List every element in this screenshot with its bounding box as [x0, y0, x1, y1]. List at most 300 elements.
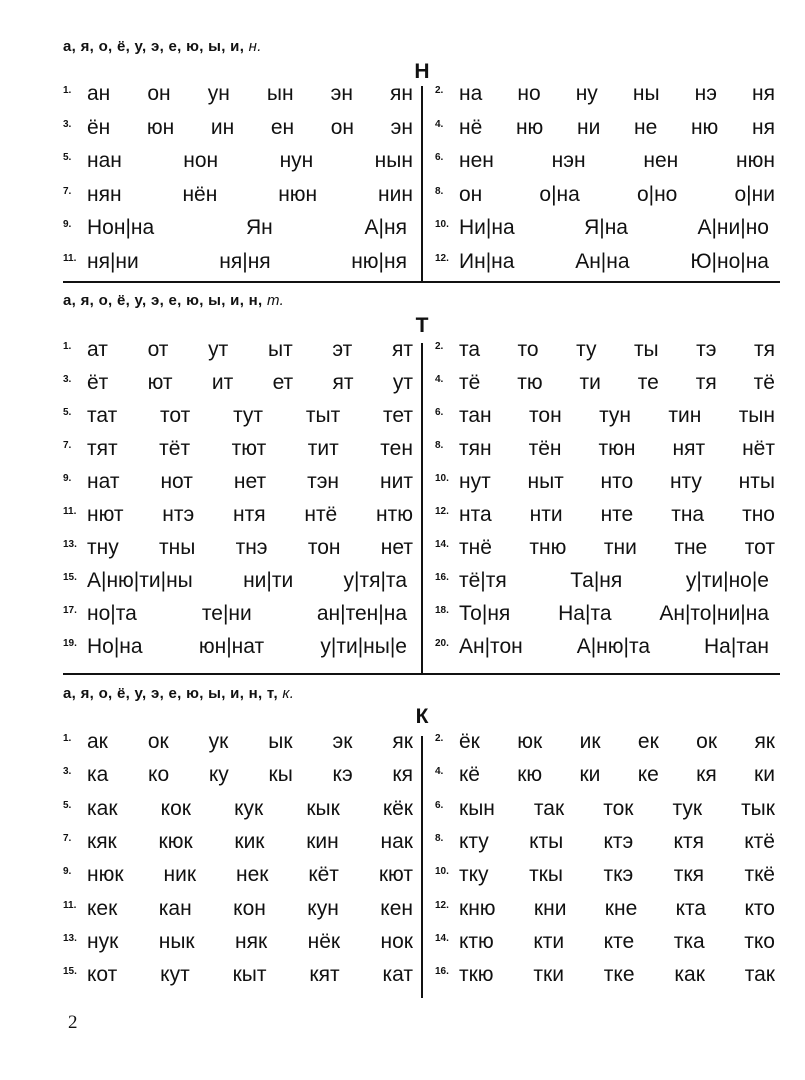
- exercise-number: 11.: [63, 899, 77, 911]
- syllable-group: [459, 149, 775, 173]
- exercise-row: [63, 470, 413, 500]
- syllable: ню: [515, 115, 544, 139]
- syllable: ок: [147, 730, 169, 753]
- syllable: Та|ня: [570, 569, 623, 592]
- syllable: ткя: [673, 863, 704, 887]
- syllable-group: [459, 830, 775, 854]
- syllable: ки: [754, 763, 775, 787]
- syllable-group: [87, 797, 413, 821]
- syllable-group: [459, 404, 775, 428]
- syllable: кен: [380, 896, 413, 920]
- syllable: та: [459, 338, 481, 361]
- syllable: тно: [742, 503, 775, 526]
- syllable-group: [459, 216, 775, 240]
- syllable: тё: [753, 371, 775, 394]
- syllable: он: [147, 82, 171, 105]
- syllable: кя: [696, 763, 717, 787]
- exercise-number: 2.: [435, 341, 444, 352]
- syllable-group: [87, 863, 413, 887]
- syllable: кон: [233, 896, 266, 920]
- syllable: тки: [533, 963, 564, 987]
- syllable: ка: [87, 763, 109, 787]
- exercise-number: 6.: [435, 407, 444, 418]
- syllable: кы: [268, 763, 293, 787]
- syllable: кут: [160, 963, 190, 987]
- syllable: кыт: [232, 963, 267, 987]
- exercise-number: 13.: [63, 932, 77, 944]
- exercise-row: [63, 437, 413, 467]
- syllable: кек: [87, 896, 118, 920]
- syllable-group: [459, 730, 775, 754]
- syllable-group: [87, 635, 413, 659]
- syllable: ут: [208, 338, 229, 361]
- syllable: кни: [533, 896, 567, 920]
- syllable-group: [87, 963, 413, 987]
- exercise-row: [63, 536, 413, 566]
- syllable-group: [87, 470, 413, 494]
- syllable: кяк: [87, 829, 117, 853]
- exercise-row: [63, 116, 413, 146]
- exercise-number: 13.: [63, 539, 77, 550]
- syllable: нэн: [551, 149, 586, 173]
- exercise-number: 14.: [435, 539, 449, 550]
- syllable: ян: [390, 82, 413, 105]
- syllable: не: [633, 115, 658, 139]
- syllable: кик: [234, 829, 265, 853]
- syllable: кюк: [158, 829, 193, 853]
- syllable: тит: [307, 437, 339, 460]
- syllable: ут: [392, 371, 413, 394]
- syllable-group: [87, 730, 413, 754]
- syllable: тон: [529, 404, 562, 427]
- syllable: ню|ня: [351, 250, 407, 273]
- syllable-group: [87, 116, 413, 140]
- syllable: тни: [603, 536, 637, 559]
- exercise-row: [435, 371, 775, 401]
- syllable: як: [392, 730, 413, 753]
- syllable: нют: [87, 503, 124, 526]
- syllable: нут: [459, 470, 491, 493]
- syllable: но: [517, 82, 541, 105]
- syllable: ня: [752, 82, 775, 105]
- syllable: ат: [87, 338, 108, 361]
- exercise-number: 7.: [63, 440, 72, 451]
- syllable: няк: [235, 929, 268, 953]
- syllable-group: [459, 250, 775, 274]
- syllable: нун: [279, 149, 314, 173]
- syllable: ук: [208, 730, 229, 753]
- syllable: тя: [753, 338, 775, 361]
- exercise-number: 16.: [435, 572, 449, 583]
- syllable: ктэ: [603, 829, 634, 853]
- exercise-row: [63, 569, 413, 599]
- exercise-row: [435, 730, 775, 760]
- syllable: о|но: [636, 182, 678, 206]
- syllable: Но|на: [87, 635, 143, 658]
- syllable: юн|нат: [198, 635, 265, 658]
- syllable: тё|тя: [459, 569, 507, 592]
- syllable: ткю: [459, 963, 494, 987]
- syllable: ёк: [459, 730, 480, 753]
- exercise-row: [63, 82, 413, 112]
- syllable: ят: [392, 338, 413, 361]
- syllable: На|тан: [704, 635, 769, 658]
- exercise-row: [435, 536, 775, 566]
- syllable: нта: [459, 503, 492, 526]
- syllable: То|ня: [459, 602, 511, 625]
- syllable: ют: [147, 371, 173, 394]
- syllable-group: [87, 437, 413, 461]
- column-divider: [421, 343, 423, 673]
- exercise-number: 14.: [435, 932, 449, 944]
- exercise-row: [63, 897, 413, 927]
- syllable: так: [533, 796, 565, 820]
- syllable: тёт: [159, 437, 191, 460]
- syllable-group: [459, 536, 775, 560]
- syllable: тот: [744, 536, 775, 559]
- syllable-group: [87, 371, 413, 395]
- syllable: кук: [234, 796, 264, 820]
- exercise-number: 9.: [63, 866, 72, 878]
- syllable: ку: [208, 763, 229, 787]
- exercise-number: 12.: [435, 506, 449, 517]
- exercise-number: 18.: [435, 605, 449, 616]
- syllable: нто: [600, 470, 634, 493]
- syllable: ню: [690, 115, 719, 139]
- syllable: те|ни: [201, 602, 252, 625]
- syllable: нет: [233, 470, 267, 493]
- syllable: нон: [183, 149, 219, 173]
- syllable: кты: [529, 829, 564, 853]
- syllable-group: [87, 536, 413, 560]
- exercise-row: [435, 338, 775, 368]
- syllable: нот: [160, 470, 193, 493]
- exercise-row: [435, 116, 775, 146]
- syllable: эк: [332, 730, 353, 753]
- syllable: нан: [87, 149, 122, 173]
- syllable: кю: [517, 763, 543, 787]
- exercise-row: [435, 763, 775, 793]
- exercise-row: [435, 797, 775, 827]
- syllable: тин: [668, 404, 702, 427]
- syllable: ни: [576, 115, 601, 139]
- syllable: как: [674, 963, 705, 987]
- page-number: 2: [68, 1012, 78, 1033]
- syllable: так: [744, 963, 775, 987]
- syllable: А|ня: [364, 216, 407, 240]
- syllable: А|ню|та: [576, 635, 651, 658]
- exercise-row: [63, 183, 413, 213]
- syllable: тке: [603, 963, 635, 987]
- syllable: ни|ти: [243, 569, 294, 592]
- exercise-row: [435, 149, 775, 179]
- syllable: нек: [235, 863, 269, 887]
- exercise-row: [435, 930, 775, 960]
- syllable: нтю: [376, 503, 413, 526]
- syllable: ктя: [673, 829, 704, 853]
- syllable: ки: [579, 763, 601, 787]
- syllable-group: [459, 930, 775, 954]
- exercise-number: 3.: [63, 766, 72, 778]
- syllable: тын: [738, 404, 775, 427]
- syllable: эт: [332, 338, 353, 361]
- syllable: кын: [459, 796, 495, 820]
- syllable: он: [459, 182, 483, 206]
- syllable: нты: [738, 470, 775, 493]
- exercise-row: [435, 183, 775, 213]
- syllable: кти: [533, 929, 565, 953]
- syllable: тку: [459, 863, 489, 887]
- syllable-group: [459, 116, 775, 140]
- exercise-number: 1.: [63, 341, 72, 352]
- exercise-number: 3.: [63, 118, 72, 130]
- exercise-row: [63, 863, 413, 893]
- exercise-number: 7.: [63, 185, 72, 197]
- column-divider: [421, 86, 423, 282]
- syllable: юк: [517, 730, 543, 753]
- exercise-number: 5.: [63, 152, 72, 164]
- syllable: ти: [579, 371, 601, 394]
- syllable: он: [330, 115, 355, 139]
- exercise-row: [435, 82, 775, 112]
- syllable: тыт: [305, 404, 341, 427]
- exercise-number: 4.: [435, 118, 444, 130]
- exercise-row: [63, 216, 413, 246]
- syllable: нен: [643, 149, 679, 173]
- syllable-group: [87, 149, 413, 173]
- known-letters: а, я, о, ё, у, э, е, ю, ы, и,: [63, 38, 245, 55]
- exercise-number: 8.: [435, 832, 444, 844]
- syllable: кте: [603, 929, 635, 953]
- syllable: ник: [163, 863, 197, 887]
- syllable: кню: [459, 896, 496, 920]
- syllable: кок: [160, 796, 191, 820]
- syllable: Я|на: [584, 216, 628, 240]
- syllable: А|ни|но: [697, 216, 769, 240]
- exercise-row: [435, 404, 775, 434]
- exercise-number: 1.: [63, 85, 72, 96]
- syllable: нок: [380, 929, 413, 953]
- syllable: тнё: [459, 536, 492, 559]
- syllable: как: [87, 796, 118, 820]
- exercise-row: [435, 963, 775, 993]
- new-letter: к.: [282, 685, 295, 702]
- exercise-row: [63, 250, 413, 280]
- syllable: ну: [575, 82, 598, 105]
- syllable: нюк: [87, 863, 124, 887]
- syllable: нту: [669, 470, 702, 493]
- syllable: тут: [233, 404, 264, 427]
- syllable-group: [459, 763, 775, 787]
- syllable: кя: [392, 763, 413, 787]
- syllable: у|ти|но|е: [685, 569, 769, 592]
- syllable-group: [459, 635, 775, 659]
- syllable: нтя: [232, 503, 266, 526]
- syllable: тот: [160, 404, 191, 427]
- exercise-number: 12.: [435, 899, 449, 911]
- syllable: те: [637, 371, 659, 394]
- letters-list: [63, 685, 294, 702]
- syllable: нат: [87, 470, 120, 493]
- exercise-row: [63, 635, 413, 665]
- section-heading: Н: [414, 60, 430, 83]
- syllable: кне: [604, 896, 638, 920]
- syllable: нит: [380, 470, 413, 493]
- new-letter: н.: [248, 38, 262, 55]
- exercise-row: [435, 503, 775, 533]
- syllable-group: [459, 437, 775, 461]
- syllable: тэ: [696, 338, 717, 361]
- syllable: ит: [211, 371, 234, 394]
- syllable: ты: [633, 338, 659, 361]
- syllable: ик: [579, 730, 601, 753]
- syllable: ктю: [459, 929, 494, 953]
- syllable: нён: [182, 182, 218, 206]
- exercise-number: 19.: [63, 638, 77, 649]
- syllable: тят: [87, 437, 118, 460]
- exercise-number: 10.: [435, 473, 449, 484]
- syllable: тюн: [598, 437, 636, 460]
- syllable: кэ: [332, 763, 353, 787]
- syllable: у|ти|ны|е: [320, 635, 407, 658]
- syllable-group: [459, 963, 775, 987]
- syllable-group: [459, 863, 775, 887]
- exercise-number: 12.: [435, 253, 449, 264]
- syllable: то: [517, 338, 539, 361]
- syllable: кот: [87, 963, 118, 987]
- exercise-row: [63, 602, 413, 632]
- syllable-group: [87, 216, 413, 240]
- syllable: тык: [741, 796, 775, 820]
- exercise-row: [435, 250, 775, 280]
- syllable-group: [87, 404, 413, 428]
- syllable: нэ: [694, 82, 717, 105]
- syllable: ны: [632, 82, 660, 105]
- syllable: тет: [383, 404, 413, 427]
- syllable: ко: [148, 763, 170, 787]
- syllable-group: [459, 897, 775, 921]
- syllable: ён: [87, 115, 111, 139]
- syllable: ят: [332, 371, 354, 394]
- syllable: нен: [459, 149, 494, 173]
- syllable-group: [87, 602, 413, 626]
- syllable: нин: [378, 182, 413, 206]
- syllable-group: [87, 183, 413, 207]
- syllable-group: [87, 830, 413, 854]
- syllable-group: [459, 569, 775, 593]
- syllable: ткэ: [603, 863, 634, 887]
- syllable: нак: [380, 829, 413, 853]
- syllable: ня|ня: [219, 250, 271, 273]
- syllable: кют: [378, 863, 413, 887]
- syllable: як: [754, 730, 775, 753]
- syllable: нят: [672, 437, 706, 460]
- syllable: тё: [459, 371, 481, 394]
- syllable: нти: [529, 503, 563, 526]
- exercise-number: 11.: [63, 506, 77, 517]
- syllable: кто: [744, 896, 775, 920]
- section-divider: [63, 673, 780, 675]
- syllable: Ян: [245, 216, 273, 240]
- syllable: тко: [744, 929, 775, 953]
- syllable: нюн: [278, 182, 318, 206]
- syllable: нёк: [307, 929, 341, 953]
- exercise-number: 15.: [63, 572, 77, 583]
- syllable: кту: [459, 829, 489, 853]
- syllable: тне: [674, 536, 708, 559]
- syllable: тен: [380, 437, 413, 460]
- syllable: кат: [382, 963, 413, 987]
- syllable: ткё: [744, 863, 775, 887]
- syllable: Ан|тон: [459, 635, 523, 658]
- syllable: кят: [309, 963, 340, 987]
- syllable: ын: [266, 82, 294, 105]
- syllable: Ан|на: [575, 250, 630, 273]
- syllable-group: [87, 82, 413, 106]
- syllable: нук: [87, 929, 119, 953]
- exercise-row: [435, 602, 775, 632]
- syllable: ныт: [527, 470, 564, 493]
- exercise-number: 7.: [63, 832, 72, 844]
- syllable-group: [87, 930, 413, 954]
- exercise-number: 5.: [63, 799, 72, 811]
- syllable: ня: [751, 115, 775, 139]
- syllable: нюн: [736, 149, 775, 173]
- syllable: Ю|но|на: [690, 250, 769, 273]
- syllable-group: [87, 250, 413, 274]
- exercise-number: 1.: [63, 733, 72, 744]
- exercise-row: [435, 635, 775, 665]
- exercise-number: 6.: [435, 152, 444, 164]
- syllable: от: [147, 338, 169, 361]
- syllable: ан|тен|на: [316, 602, 407, 625]
- syllable-group: [87, 503, 413, 527]
- syllable: тны: [159, 536, 196, 559]
- column-divider: [421, 736, 423, 998]
- syllable: Ин|на: [459, 250, 515, 273]
- section-heading: Т: [415, 314, 429, 337]
- exercise-number: 2.: [435, 85, 444, 96]
- syllable: ткы: [529, 863, 563, 887]
- exercise-row: [63, 730, 413, 760]
- exercise-number: 10.: [435, 219, 449, 231]
- exercise-number: 17.: [63, 605, 77, 616]
- syllable: кун: [307, 896, 339, 920]
- syllable: ин: [210, 115, 235, 139]
- exercise-row: [435, 216, 775, 246]
- syllable: ктё: [744, 829, 775, 853]
- syllable: нет: [380, 536, 413, 559]
- syllable: тну: [87, 536, 119, 559]
- syllable: нё: [459, 115, 483, 139]
- syllable: у|тя|та: [343, 569, 407, 592]
- syllable: Ни|на: [459, 216, 515, 240]
- syllable: нте: [600, 503, 634, 526]
- exercise-number: 6.: [435, 799, 444, 811]
- exercise-number: 8.: [435, 185, 444, 197]
- syllable: тна: [671, 503, 705, 526]
- exercise-number: 16.: [435, 966, 449, 978]
- syllable: кан: [158, 896, 192, 920]
- exercise-row: [63, 503, 413, 533]
- exercise-number: 8.: [435, 440, 444, 451]
- syllable-group: [459, 602, 775, 626]
- syllable: нян: [87, 182, 122, 206]
- syllable: ня|ни: [87, 250, 139, 273]
- syllable: тнэ: [235, 536, 268, 559]
- syllable: ок: [696, 730, 718, 753]
- syllable-group: [459, 503, 775, 527]
